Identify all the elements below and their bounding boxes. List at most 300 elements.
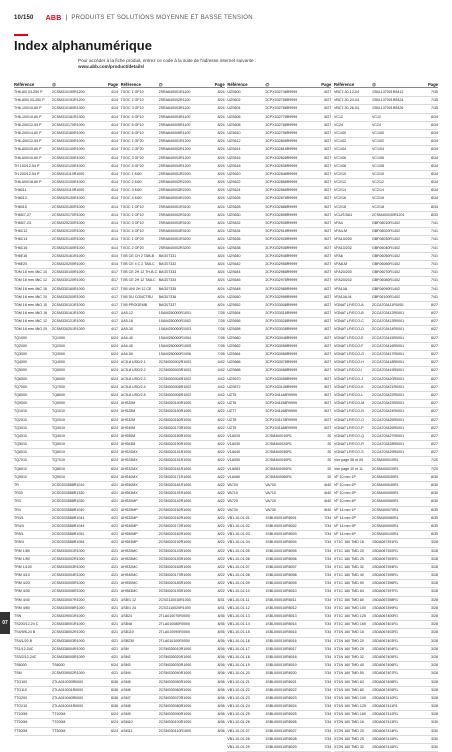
product-code-link[interactable]: 2CSM400060R1 [371, 499, 399, 504]
product-code-link[interactable]: 2CPX033078R9999 [265, 360, 298, 365]
product-code-link[interactable]: GBF06070R1402 [371, 270, 400, 275]
product-code-link[interactable]: 2CSM320161R1000 [52, 253, 85, 258]
product-code-link[interactable]: 2TLA010040R0000 [52, 695, 84, 700]
product-code-link[interactable]: 2SRA640003R1100 [158, 106, 191, 111]
product-code-link[interactable]: 2SRA640003R1200 [158, 155, 191, 160]
product-code-link[interactable]: 2CSM330010R1000 [158, 646, 192, 651]
product-code-link[interactable]: 2CSM320161R1000 [158, 466, 192, 471]
product-code-link[interactable]: 2CSM400020R1 [371, 466, 399, 471]
product-code-link[interactable]: VA730 [265, 507, 276, 512]
product-code-link[interactable]: 2CSM339001R1000 [52, 614, 85, 618]
product-code-link[interactable]: BAG07337 [158, 302, 177, 307]
product-code-link[interactable]: 2CSM320191R1000 [158, 491, 192, 496]
product-code-link[interactable]: 2CPX032838R9999 [265, 163, 298, 168]
product-code-link[interactable]: 1SBL000010R8006 [265, 556, 297, 561]
product-code-link[interactable]: 2CSM330003R1000 [52, 564, 85, 569]
product-code-link[interactable]: 1SDA067395R1 [371, 573, 398, 578]
product-code-link[interactable]: 2CSM330201R1000 [52, 327, 85, 332]
product-code-link[interactable]: 2SRA640006R1100 [158, 130, 191, 135]
product-code-link[interactable]: 2CPX032908R9999 [265, 221, 298, 225]
product-code-link[interactable]: BAG07336 [158, 294, 177, 299]
product-code-link[interactable]: TQ2000 [52, 343, 65, 348]
product-code-link[interactable]: GBF06020R1402 [371, 229, 400, 234]
product-code-link[interactable]: 2CPX032768R9999 [265, 106, 298, 111]
product-code-link[interactable]: 1SBL000010R8029 [265, 745, 297, 749]
product-code-link[interactable]: GBF06090R1402 [371, 286, 400, 291]
product-code-link[interactable]: GBF06010R1402 [371, 221, 400, 225]
product-code-link[interactable]: 1SBL000010R8009 [265, 581, 297, 586]
product-code-link[interactable]: 2CSM320140R1000 [158, 401, 192, 406]
product-code-link[interactable]: TQ4000 [52, 360, 65, 365]
product-code-link[interactable]: BAG07333 [158, 270, 177, 275]
product-code-link[interactable]: 2CPX032828R9999 [265, 155, 298, 160]
product-code-link[interactable]: 2CSM330002R1000 [52, 556, 85, 561]
product-code-link[interactable]: 2CSM300004R1002 [158, 376, 192, 381]
product-code-link[interactable]: 1SDA067414R1 [371, 728, 398, 733]
product-code-link[interactable]: 1SDA067396R1 [371, 581, 398, 586]
product-code-link[interactable]: 1SDA067400R1 [371, 614, 398, 618]
product-code-link[interactable]: 2CCA703420R0001 [371, 376, 405, 381]
product-code-link[interactable]: 1SBL000010R8015 [265, 630, 297, 635]
product-code-link[interactable]: 1SBL000010R8007 [265, 564, 297, 569]
product-code-link[interactable]: 1SAM250000R1006 [158, 352, 192, 356]
product-code-link[interactable]: 2CSM330101R1000 [52, 302, 85, 307]
product-code-link[interactable]: 2CSM320142R1000 [158, 499, 192, 504]
product-code-link[interactable]: 2CPX032798R9999 [265, 130, 298, 135]
product-code-link[interactable]: 2CPX032848R9999 [265, 171, 298, 176]
product-code-link[interactable]: 2CCA703414R0001 [371, 327, 405, 332]
product-code-link[interactable]: 2CSG033588R1041 [52, 515, 85, 520]
product-code-link[interactable]: 1SBL000010R8022 [265, 687, 297, 692]
product-code-link[interactable]: TQ1000 [52, 335, 65, 340]
product-code-link[interactable]: 2CPX032898R9999 [265, 212, 298, 217]
product-code-link[interactable]: 2CSM330160R1000 [52, 286, 85, 291]
product-code-link[interactable]: 2CPX032968R9999 [265, 270, 298, 275]
product-code-link[interactable]: 1SBL000010R8021 [265, 679, 297, 684]
product-code-link[interactable]: 2CCA703422R0001 [371, 392, 405, 397]
product-code-link[interactable]: 1SBL000010R8018 [265, 654, 297, 659]
product-code-link[interactable]: GBF06100R1402 [371, 294, 400, 299]
product-code-link[interactable]: 2SRA640004R3100 [158, 229, 191, 234]
product-code-link[interactable]: 2CCA703427R0001 [371, 433, 405, 438]
product-code-link[interactable]: TT100M [52, 712, 66, 717]
product-code-link[interactable]: 2CSM320141R1000 [158, 450, 192, 455]
product-code-link[interactable]: 2CSM320171R1000 [158, 474, 192, 479]
product-code-link[interactable]: 2SRA640005R1100 [158, 122, 191, 127]
product-code-link[interactable]: 2CSM330070R1000 [158, 695, 192, 700]
product-code-link[interactable]: 1SBL000010R8024 [265, 704, 297, 709]
product-code-link[interactable]: 2SRA640002R1200 [158, 147, 191, 152]
product-code-link[interactable]: 2CSM310191R1200 [52, 98, 85, 103]
product-code-link[interactable]: 1SAM250000R1001 [158, 311, 192, 316]
product-code-link[interactable]: 2CSM320193R1000 [158, 589, 192, 594]
product-code-link[interactable]: 1SAM250000R1005 [158, 343, 192, 348]
product-code-link[interactable]: TQ6000 [52, 376, 65, 381]
product-code-link[interactable]: 1SDA067397R1 [371, 589, 398, 594]
product-code-link[interactable]: 2CCA703423R0001 [371, 401, 405, 406]
product-code-link[interactable]: 2CSM338002R1000 [52, 630, 85, 635]
product-code-link[interactable]: 2CPX032948R9999 [265, 253, 298, 258]
product-code-link[interactable]: 2CPX033028R9999 [265, 319, 298, 324]
product-code-link[interactable]: TS6000 [52, 663, 65, 668]
product-code-link[interactable]: 2CSM330001R1000 [52, 548, 85, 553]
product-code-link[interactable]: VC24 [371, 122, 381, 127]
product-code-link[interactable]: 1SBL000010R8028 [265, 736, 297, 741]
product-code-link[interactable]: 2CSG110020R1000 [158, 605, 191, 610]
product-code-link[interactable]: 2SRA640001R1200 [158, 139, 191, 144]
product-code-link[interactable]: 1SAM250000R1003 [158, 327, 192, 332]
product-code-link[interactable]: 2CPX041188R9999 [265, 425, 298, 430]
product-code-link[interactable]: 2CSM330007R1000 [52, 597, 85, 602]
product-code-link[interactable]: 1SBL000010R8003 [265, 532, 297, 537]
product-code-link[interactable]: 2CSG033588R1010 [52, 483, 85, 487]
product-code-link[interactable]: VA720 [265, 499, 276, 504]
product-code-link[interactable]: 1SBL000010R8008 [265, 573, 297, 578]
product-code-link[interactable]: 2CSM338004R1000 [52, 646, 85, 651]
product-code-link[interactable]: 2SRA640001R1100 [158, 90, 191, 94]
product-code-link[interactable]: 1SBL000010R8013 [265, 614, 297, 618]
product-code-link[interactable]: 2SRA640001R3100 [158, 204, 191, 209]
product-code-link[interactable]: VC1/08 [371, 163, 384, 168]
product-code-link[interactable]: 2CSM320180R1000 [158, 433, 192, 438]
product-code-link[interactable]: TQ3010 [52, 425, 65, 430]
product-code-link[interactable]: 1SBL000010R8005 [265, 548, 297, 553]
product-code-link[interactable]: 2CSM320162R1000 [158, 515, 192, 520]
product-code-link[interactable]: TT300M [52, 728, 66, 733]
product-code-link[interactable]: 2TLA010030R0000 [52, 679, 84, 684]
product-code-link[interactable]: TQ7010 [52, 458, 65, 463]
product-code-link[interactable]: 1SDA067406R1 [371, 663, 398, 668]
product-code-link[interactable]: 1SBL000010R8019 [265, 663, 297, 668]
product-code-link[interactable]: TQ8000 [52, 392, 65, 397]
product-code-link[interactable]: 2SRA640001R2200 [158, 171, 191, 176]
product-code-link[interactable]: 2CSM320172R1000 [158, 523, 192, 528]
product-code-link[interactable]: 2CCA703426R0001 [371, 425, 405, 430]
product-code-link[interactable]: 1SBL000010R8011 [265, 597, 297, 602]
product-code-link[interactable]: 2CSM320173R1000 [158, 573, 192, 578]
product-code-link[interactable]: 2CPX032888R9999 [265, 204, 298, 209]
product-code-link[interactable]: 2TLA010031R0000 [52, 687, 84, 692]
product-code-link[interactable]: 2SRA640004R2200 [158, 196, 191, 201]
product-code-link[interactable]: 1SDA067402R1 [371, 630, 398, 635]
intro-url[interactable]: www.abb.com/product/details/ [78, 64, 145, 69]
product-code-link[interactable]: 2CSM338005R1000 [52, 654, 85, 659]
product-code-link[interactable]: 2CSM320181R1000 [158, 483, 192, 487]
product-code-link[interactable]: VC2/18 [371, 204, 384, 209]
product-code-link[interactable]: 2CSM310140R1000 [52, 147, 85, 152]
product-code-link[interactable]: TQ4010 [52, 433, 65, 438]
product-code-link[interactable]: 1SBL000010R8027 [265, 728, 297, 733]
product-code-link[interactable]: 2CSG033588R1040 [52, 507, 85, 512]
product-code-link[interactable]: TQ5000 [52, 368, 65, 373]
product-code-link[interactable]: 1SDA067394R1 [371, 564, 398, 569]
product-code-link[interactable]: 2TLA010041R0000 [52, 704, 84, 709]
product-code-link[interactable]: TQ1010 [52, 409, 65, 414]
product-code-link[interactable]: 2CSM300003R1002 [158, 368, 192, 373]
product-code-link[interactable]: 2CSM320160R1000 [158, 417, 192, 422]
product-code-link[interactable]: 1SDA067398R1 [371, 597, 398, 602]
product-code-link[interactable]: 2CPX032958R9999 [265, 261, 298, 266]
product-code-link[interactable]: TQ7000 [52, 384, 65, 389]
product-code-link[interactable]: 2CSM330020R1000 [158, 654, 192, 659]
product-code-link[interactable]: 1SBL137001R8412 [371, 90, 404, 94]
product-code-link[interactable]: 2CPX032918R9999 [265, 229, 298, 234]
product-code-link[interactable]: 2CSM320230R1000 [52, 221, 85, 225]
product-code-link[interactable]: 2CSM300006R1002 [158, 392, 192, 397]
product-code-link[interactable]: 1SBL000010R8014 [265, 622, 297, 627]
product-code-link[interactable]: 2CCA703417R0001 [371, 352, 405, 356]
product-code-link[interactable]: 1SBL000010R8016 [265, 638, 297, 643]
product-code-link[interactable]: 2CSM400020R1 [265, 442, 292, 447]
product-code-link[interactable]: VC2/14 [371, 188, 384, 193]
product-code-link[interactable]: 2CSM310190R1200 [52, 90, 85, 94]
product-code-link[interactable]: 2CSM310100R1000 [52, 180, 85, 185]
product-code-link[interactable]: 1SDA067403R1 [371, 638, 398, 643]
product-code-link[interactable]: VC1/02 [371, 139, 384, 144]
product-code-link[interactable]: 2CCA703413R0001 [371, 319, 405, 324]
product-code-link[interactable]: 1SBL137001R8424 [371, 98, 404, 103]
product-code-link[interactable]: 2CSM330110R1000 [158, 728, 191, 733]
product-code-link[interactable]: 2CSM320170R1000 [158, 425, 192, 430]
product-code-link[interactable]: 1SDA067413R1 [371, 720, 398, 725]
product-code-link[interactable]: GBF06080R1402 [371, 278, 400, 283]
product-code-link[interactable]: TQ9000 [52, 401, 65, 406]
product-code-link[interactable]: 2CSM400030R1 [371, 474, 399, 479]
product-code-link[interactable]: 2CSM330004R1000 [52, 573, 85, 578]
product-code-link[interactable]: 2SRA640004R1100 [158, 114, 191, 119]
product-code-link[interactable]: 2CSM320200R1000 [52, 261, 85, 266]
product-code-link[interactable]: 2CSM400100R1 [371, 532, 399, 537]
product-code-link[interactable]: 2CSM400060R1 [265, 474, 292, 479]
product-code-link[interactable]: 2CSM320130R1000 [52, 196, 85, 201]
product-code-link[interactable]: VC2/16 [371, 196, 384, 201]
product-code-link[interactable]: 2CCA703415R0001 [371, 335, 405, 340]
product-code-link[interactable]: 2CSM330060R1000 [158, 687, 192, 692]
product-code-link[interactable]: 2CSM330100R1000 [158, 720, 192, 725]
product-code-link[interactable]: 2CCA703411R0001 [371, 302, 404, 307]
product-code-link[interactable]: 2CSM320140R1000 [52, 237, 85, 242]
product-code-link[interactable]: 2CCA703418R0001 [371, 360, 405, 365]
product-code-link[interactable]: 2CPX033068R9999 [265, 352, 298, 356]
product-code-link[interactable]: VC1/06 [371, 155, 384, 160]
product-code-link[interactable]: VC2/10 [371, 171, 384, 176]
product-code-link[interactable]: 2CPX032778R9999 [265, 114, 298, 119]
product-code-link[interactable]: 2CSG110010R1000 [158, 597, 191, 602]
product-code-link[interactable]: 2CSM320170R1000 [52, 212, 85, 217]
product-code-link[interactable]: 1SBL000010R8012 [265, 605, 297, 610]
product-code-link[interactable]: 1SDA067416R1 [371, 745, 398, 749]
product-code-link[interactable]: 2CSM400090R1 [371, 523, 399, 528]
product-code-link[interactable]: 2CPX033058R9999 [265, 343, 298, 348]
product-code-link[interactable]: 2CPX033048R9999 [265, 335, 298, 340]
product-code-link[interactable]: 2CSG033588R1051 [52, 532, 85, 537]
product-code-link[interactable]: 2CCA703428R0001 [371, 442, 405, 447]
product-code-link[interactable]: 2SRA640004R1200 [158, 163, 191, 168]
product-code-link[interactable]: 2CSM339002R1000 [52, 671, 85, 676]
product-code-link[interactable]: GBF06030R1402 [371, 237, 400, 242]
product-code-link[interactable]: 2CSM320151R1000 [158, 458, 192, 463]
product-code-link[interactable]: 1SDA067392R1 [371, 548, 398, 553]
product-code-link[interactable]: 2CSM320110R1000 [52, 188, 85, 193]
product-code-link[interactable]: 1SBL000010R8010 [265, 589, 297, 594]
product-code-link[interactable]: 2CSM330008R1000 [52, 605, 85, 610]
product-code-link[interactable]: 1SDA067399R1 [371, 605, 398, 610]
product-code-link[interactable]: VC1/04 [371, 147, 384, 152]
product-code-link[interactable]: 2CSM338001R1000 [52, 622, 85, 627]
product-code-link[interactable]: 2CSM400030R1 [265, 450, 292, 455]
product-code-link[interactable]: GBF06060R1402 [371, 261, 400, 266]
product-code-link[interactable]: BAG07335 [158, 286, 177, 291]
product-code-link[interactable]: VC2/12 [371, 180, 384, 185]
product-code-link[interactable]: 2CPX032928R9999 [265, 237, 298, 242]
product-code-link[interactable]: 1SAM250000R1002 [158, 319, 192, 324]
product-code-link[interactable]: 2CPX041178R9999 [265, 417, 298, 422]
product-code-link[interactable]: 1SAM250000R1004 [158, 335, 192, 340]
product-code-link[interactable]: 2CSM310181R1300 [52, 114, 85, 119]
product-code-link[interactable]: 1SBL000010R8020 [265, 671, 297, 676]
product-code-link[interactable]: VA710 [265, 491, 276, 496]
product-code-link[interactable]: 1SDA067415R1 [371, 736, 398, 741]
product-code-link[interactable]: 1SDA067404R1 [371, 646, 398, 651]
product-code-link[interactable]: VC1/00 [371, 130, 384, 135]
product-code-link[interactable]: 2CSG033588R1054 [52, 540, 85, 545]
product-code-link[interactable]: 2SRA640003R2200 [158, 188, 191, 193]
product-code-link[interactable]: 2CSM310170R1000 [52, 122, 85, 127]
product-code-link[interactable]: 2CPX032878R9999 [265, 196, 298, 201]
product-code-link[interactable]: 2CSM320120R1000 [52, 229, 85, 234]
product-code-link[interactable]: 2CSM310120R1000 [52, 163, 85, 168]
product-code-link[interactable]: 2TLA010090R0000 [158, 630, 190, 635]
product-code-link[interactable]: 2CSM330161R1000 [52, 311, 85, 316]
product-code-link[interactable]: 2CPX041168R9999 [265, 409, 298, 414]
product-code-link[interactable]: 2CSM338003R1000 [52, 638, 85, 643]
product-code-link[interactable]: 1SBL000010R8002 [265, 523, 297, 528]
product-code-link[interactable]: 2CSM330005R1000 [52, 581, 85, 586]
product-code-link[interactable]: 2CSM400030R1201 [371, 212, 405, 217]
product-code-link[interactable]: BAG07334 [158, 278, 177, 283]
product-code-link[interactable]: 2SRA640001R3200 [158, 237, 191, 242]
product-code-link[interactable]: 2CSM400050R1 [371, 491, 399, 496]
product-code-link[interactable]: 2CSM400040R1 [371, 483, 399, 487]
product-code-link[interactable]: 2CSM320150R1000 [158, 409, 192, 414]
product-code-link[interactable]: VC12 [371, 114, 381, 119]
product-code-link[interactable]: 2CSM300002R1002 [158, 360, 192, 365]
product-code-link[interactable]: 2CSM320192R1000 [158, 540, 192, 545]
product-code-link[interactable]: 2CSM310160R1000 [52, 130, 85, 135]
product-code-link[interactable]: 1SBL000010R8023 [265, 695, 297, 700]
product-code-link[interactable]: 2CSM320160R1000 [52, 245, 85, 250]
product-code-link[interactable]: 2CSM320182R1000 [158, 532, 192, 537]
product-code-link[interactable]: 2CSM400010R1 [371, 458, 399, 463]
product-code-link[interactable]: 2CSM330120R1000 [52, 278, 85, 283]
product-code-link[interactable]: 2SRA640002R3200 [158, 245, 191, 250]
product-code-link[interactable]: 2SRA640003R3100 [158, 221, 191, 225]
product-code-link[interactable]: 2CPX032868R9999 [265, 188, 298, 193]
product-code-link[interactable]: 2CPX032978R9999 [265, 278, 298, 283]
product-code-link[interactable]: 1SBL000010R8025 [265, 712, 297, 717]
product-code-link[interactable]: 2CPX033008R9999 [265, 302, 298, 307]
product-code-link[interactable]: 2CSM330040R1000 [158, 671, 192, 676]
product-code-link[interactable]: 2CCA703424R0001 [371, 409, 405, 414]
product-code-link[interactable]: 1SDA067391R1 [371, 540, 398, 545]
product-code-link[interactable]: 2CSG033588R1030 [52, 499, 85, 504]
product-code-link[interactable]: 2CSM330030R1000 [158, 663, 192, 668]
product-code-link[interactable]: 2CCA703412R0001 [371, 311, 405, 316]
product-code-link[interactable]: 2CSM320150R1000 [52, 204, 85, 209]
product-code-link[interactable]: 2TLA010080R0000 [158, 622, 190, 627]
product-code-link[interactable]: 2CPX032818R9999 [265, 147, 298, 152]
product-code-link[interactable]: 2CSM330050R1000 [158, 679, 192, 684]
product-code-link[interactable]: 2CSM320143R1000 [158, 548, 192, 553]
product-code-link[interactable]: VA700 [265, 483, 276, 487]
product-code-link[interactable]: 2CSG033588R1044 [52, 523, 85, 528]
product-code-link[interactable]: 2CPX032788R9999 [265, 122, 298, 127]
product-code-link[interactable]: 2CSM320152R1000 [158, 507, 192, 512]
product-code-link[interactable]: 2CSM310130R1000 [52, 155, 85, 160]
product-code-link[interactable]: 2CSM310150R1000 [52, 139, 85, 144]
product-code-link[interactable]: 2CSM330100R1000 [52, 270, 85, 275]
product-code-link[interactable]: 2CPX033088R9999 [265, 368, 298, 373]
product-code-link[interactable]: 1SDA067410R1 [371, 695, 398, 700]
product-code-link[interactable]: 2CPX033018R9999 [265, 311, 298, 316]
product-code-link[interactable]: 2CSM310180R1300 [52, 106, 85, 111]
product-code-link[interactable]: 1SBL000010R8001 [265, 515, 297, 520]
product-code-link[interactable]: 2CPX033108R9999 [265, 384, 298, 389]
product-code-link[interactable]: 1SBL000010R8017 [265, 646, 297, 651]
product-code-link[interactable]: 1SDA067401R1 [371, 622, 398, 627]
product-code-link[interactable]: TQ8010 [52, 466, 65, 471]
product-code-link[interactable]: 2CPX032988R9999 [265, 286, 298, 291]
product-code-link[interactable]: 2CSM330200R1000 [52, 294, 85, 299]
product-code-link[interactable]: 2CPX032858R9999 [265, 180, 298, 185]
product-code-link[interactable]: 2CPX033038R9999 [265, 327, 298, 332]
product-code-link[interactable]: 2CPX041148R9999 [265, 392, 298, 397]
product-code-link[interactable]: 2CCA703421R0001 [371, 384, 405, 389]
product-code-link[interactable]: 1SBL000010R8026 [265, 720, 297, 725]
product-code-link[interactable]: 2CSM300005R1002 [158, 384, 192, 389]
product-code-link[interactable]: 2CSM400040R1 [265, 458, 292, 463]
product-code-link[interactable]: TT200M [52, 720, 66, 725]
product-code-link[interactable]: 2CPX032938R9999 [265, 245, 298, 250]
product-code-link[interactable]: GBF06050R1402 [371, 253, 400, 258]
product-code-link[interactable]: 2SRA640002R2200 [158, 180, 191, 185]
product-code-link[interactable]: TQ3000 [52, 352, 65, 356]
product-code-link[interactable]: 2TLA010070R0000 [158, 614, 190, 618]
product-code-link[interactable]: 1SDA067405R1 [371, 654, 398, 659]
product-code-link[interactable]: TQ9010 [52, 474, 65, 479]
product-code-link[interactable]: 2CSM320153R1000 [158, 556, 192, 561]
product-code-link[interactable]: 2CSM330121R1000 [52, 319, 85, 324]
product-code-link[interactable]: BAG07332 [158, 261, 177, 266]
product-code-link[interactable]: 1SBL137001R8426 [371, 106, 404, 111]
product-code-link[interactable]: 2CCA703419R0001 [371, 368, 405, 373]
product-code-link[interactable]: 2CSM400070R1 [371, 507, 399, 512]
product-code-link[interactable]: 2CSM400050R1 [265, 466, 292, 471]
product-code-link[interactable]: 2CPX032998R9999 [265, 294, 298, 299]
product-code-link[interactable]: 2SRA640002R3100 [158, 212, 191, 217]
product-code-link[interactable]: 2CPX032748R9999 [265, 90, 298, 94]
product-code-link[interactable]: 2CSM330090R1000 [158, 712, 192, 717]
product-code-link[interactable]: 2CCA703429R0001 [371, 450, 405, 455]
product-code-link[interactable]: GBF06040R1402 [371, 245, 400, 250]
product-code-link[interactable]: 1SDA067411R1 [371, 704, 398, 709]
product-code-link[interactable]: 1SDA067412R1 [371, 712, 398, 717]
product-code-link[interactable]: 2CSG033588R1330 [52, 491, 85, 496]
product-code-link[interactable]: 2CPX033098R9999 [265, 376, 298, 381]
product-code-link[interactable]: 1SDA067408R1 [371, 679, 398, 684]
product-code-link[interactable]: 2SRA640002R1100 [158, 98, 191, 103]
product-code-link[interactable]: 1SDA067409R1 [371, 687, 398, 692]
